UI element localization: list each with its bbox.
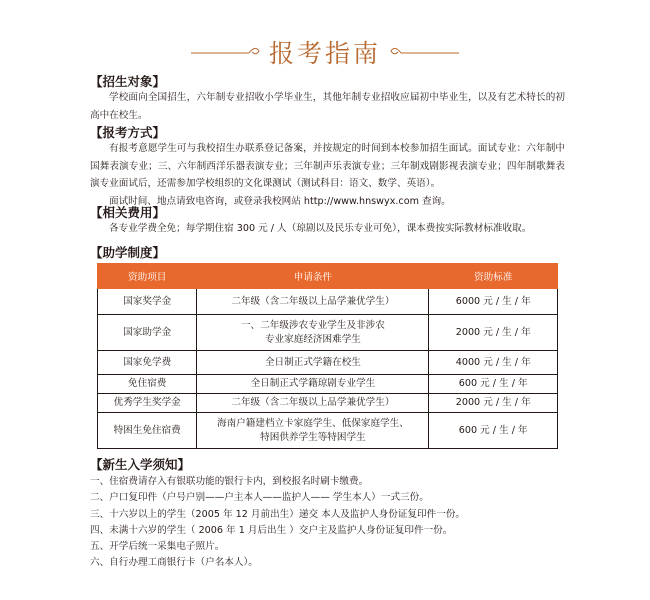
aid-condition-line: 二年级（含二年级以上品学兼优学生）	[231, 397, 395, 408]
aid-amount: 2000 元 / 生 / 年	[429, 315, 558, 351]
aid-table	[97, 263, 558, 449]
aid-condition-line: 全日制正式学籍在校生	[264, 356, 361, 368]
aid-item: 国家助学金	[98, 315, 197, 351]
aid-amount: 600 元 / 生 / 年	[429, 413, 558, 449]
left-title-ornament	[191, 42, 261, 62]
aid-condition-line: 特困供养学生等特困学生	[260, 431, 366, 443]
page-title-banner	[0, 32, 650, 72]
aid-item: 国家奖学金	[98, 289, 197, 315]
column-header-item: 资助项目	[98, 264, 197, 289]
aid-amount: 6000 元 / 生 / 年	[429, 289, 558, 315]
aid-condition	[197, 289, 429, 315]
aid-condition-line: 全日制正式学籍琼剧专业学生	[250, 378, 376, 389]
aid-condition-line: 专业家庭经济困难学生	[264, 333, 361, 345]
recruit-heading: 【招生对象】	[90, 74, 166, 89]
list-item: 六、自行办理工商银行卡（户名本人）。	[90, 557, 258, 569]
aid-condition-line: 海南户籍建档立卡家庭学生、低保家庭学生、	[216, 417, 409, 429]
aid-amount: 2000 元 / 生 / 年	[429, 394, 558, 413]
list-item: 一、住宿费请存入有银联功能的银行卡内，到校报名时刷卡缴费。	[90, 476, 369, 487]
aid-condition	[197, 315, 429, 351]
column-header-condition: 申请条件	[197, 264, 429, 289]
notice-heading: 【新生入学须知】	[90, 457, 191, 472]
table-row	[98, 413, 558, 449]
aid-condition	[197, 413, 429, 449]
list-item: 二、户口复印件（户号户别——户主本人——监护人—— 学生本人）一式三份。	[90, 492, 429, 504]
recruit-text: 学校面向全国招生，六年制专业招收小学毕业生，其他年制专业招收应届初中毕业生，以及有艺术特长的初高中在校生。	[90, 92, 565, 121]
list-item: 三、十六岁以上的学生（2005 年 12 月前出生）递交 本人及监护人身份证复印件一份。	[90, 508, 466, 520]
column-header-amount: 资助标准	[429, 264, 558, 289]
aid-condition	[197, 375, 429, 394]
aid-condition-line: 二年级（含二年级以上品学兼优学生）	[231, 295, 395, 307]
fees-text: 各专业学费全免；每学期住宿 300 元 / 人（琼剧以及民乐专业可免），课本费按实际教材标准收取。	[109, 223, 532, 234]
aid-item: 特困生免住宿费	[98, 413, 197, 449]
table-row	[98, 375, 558, 394]
list-item: 五、开学后统一采集电子照片。	[90, 541, 225, 553]
apply-text-1: 有报考意愿学生可与我校招生办联系登记备案，并按规定的时间到本校参加招生面试。面试专业：六年制中国舞表演专业；三、六年制西洋乐器表演专业；三年制声乐表演专业；三年制戏剧影视表演专业；四年制歌舞表演专业面试后，还需参加学校组织的文化课测试（测试科目：语文、数学、英语）。	[90, 143, 565, 189]
fees-heading: 【相关费用】	[90, 205, 166, 220]
table-row	[98, 315, 558, 351]
table-row	[98, 351, 558, 375]
aid-heading: 【助学制度】	[90, 245, 166, 260]
aid-condition	[197, 394, 429, 413]
table-row	[98, 289, 558, 315]
table-row	[98, 394, 558, 413]
right-title-ornament	[389, 42, 459, 62]
aid-condition	[197, 351, 429, 375]
aid-item: 优秀学生奖学金	[98, 394, 197, 413]
apply-text-2: 面试时间、地点请致电咨询，或登录我校网站 http://www.hnswyx.com 查询。	[109, 195, 451, 207]
aid-item: 国家免学费	[98, 351, 197, 375]
page-title: 报考指南	[268, 39, 381, 68]
aid-item: 免住宿费	[98, 375, 197, 394]
apply-text	[90, 140, 565, 210]
aid-table-header	[98, 264, 558, 289]
list-item: 四、未满十六岁的学生（ 2006 年 1 月后出生 ）交户主及监护人身份证复印件一份。	[90, 524, 453, 536]
aid-amount: 600 元 / 生 / 年	[429, 375, 558, 394]
notice-list	[90, 474, 570, 572]
aid-condition-line: 一、二年级涉农专业学生及非涉农	[240, 319, 385, 331]
apply-heading: 【报考方式】	[90, 125, 166, 140]
aid-amount: 4000 元 / 生 / 年	[429, 351, 558, 375]
